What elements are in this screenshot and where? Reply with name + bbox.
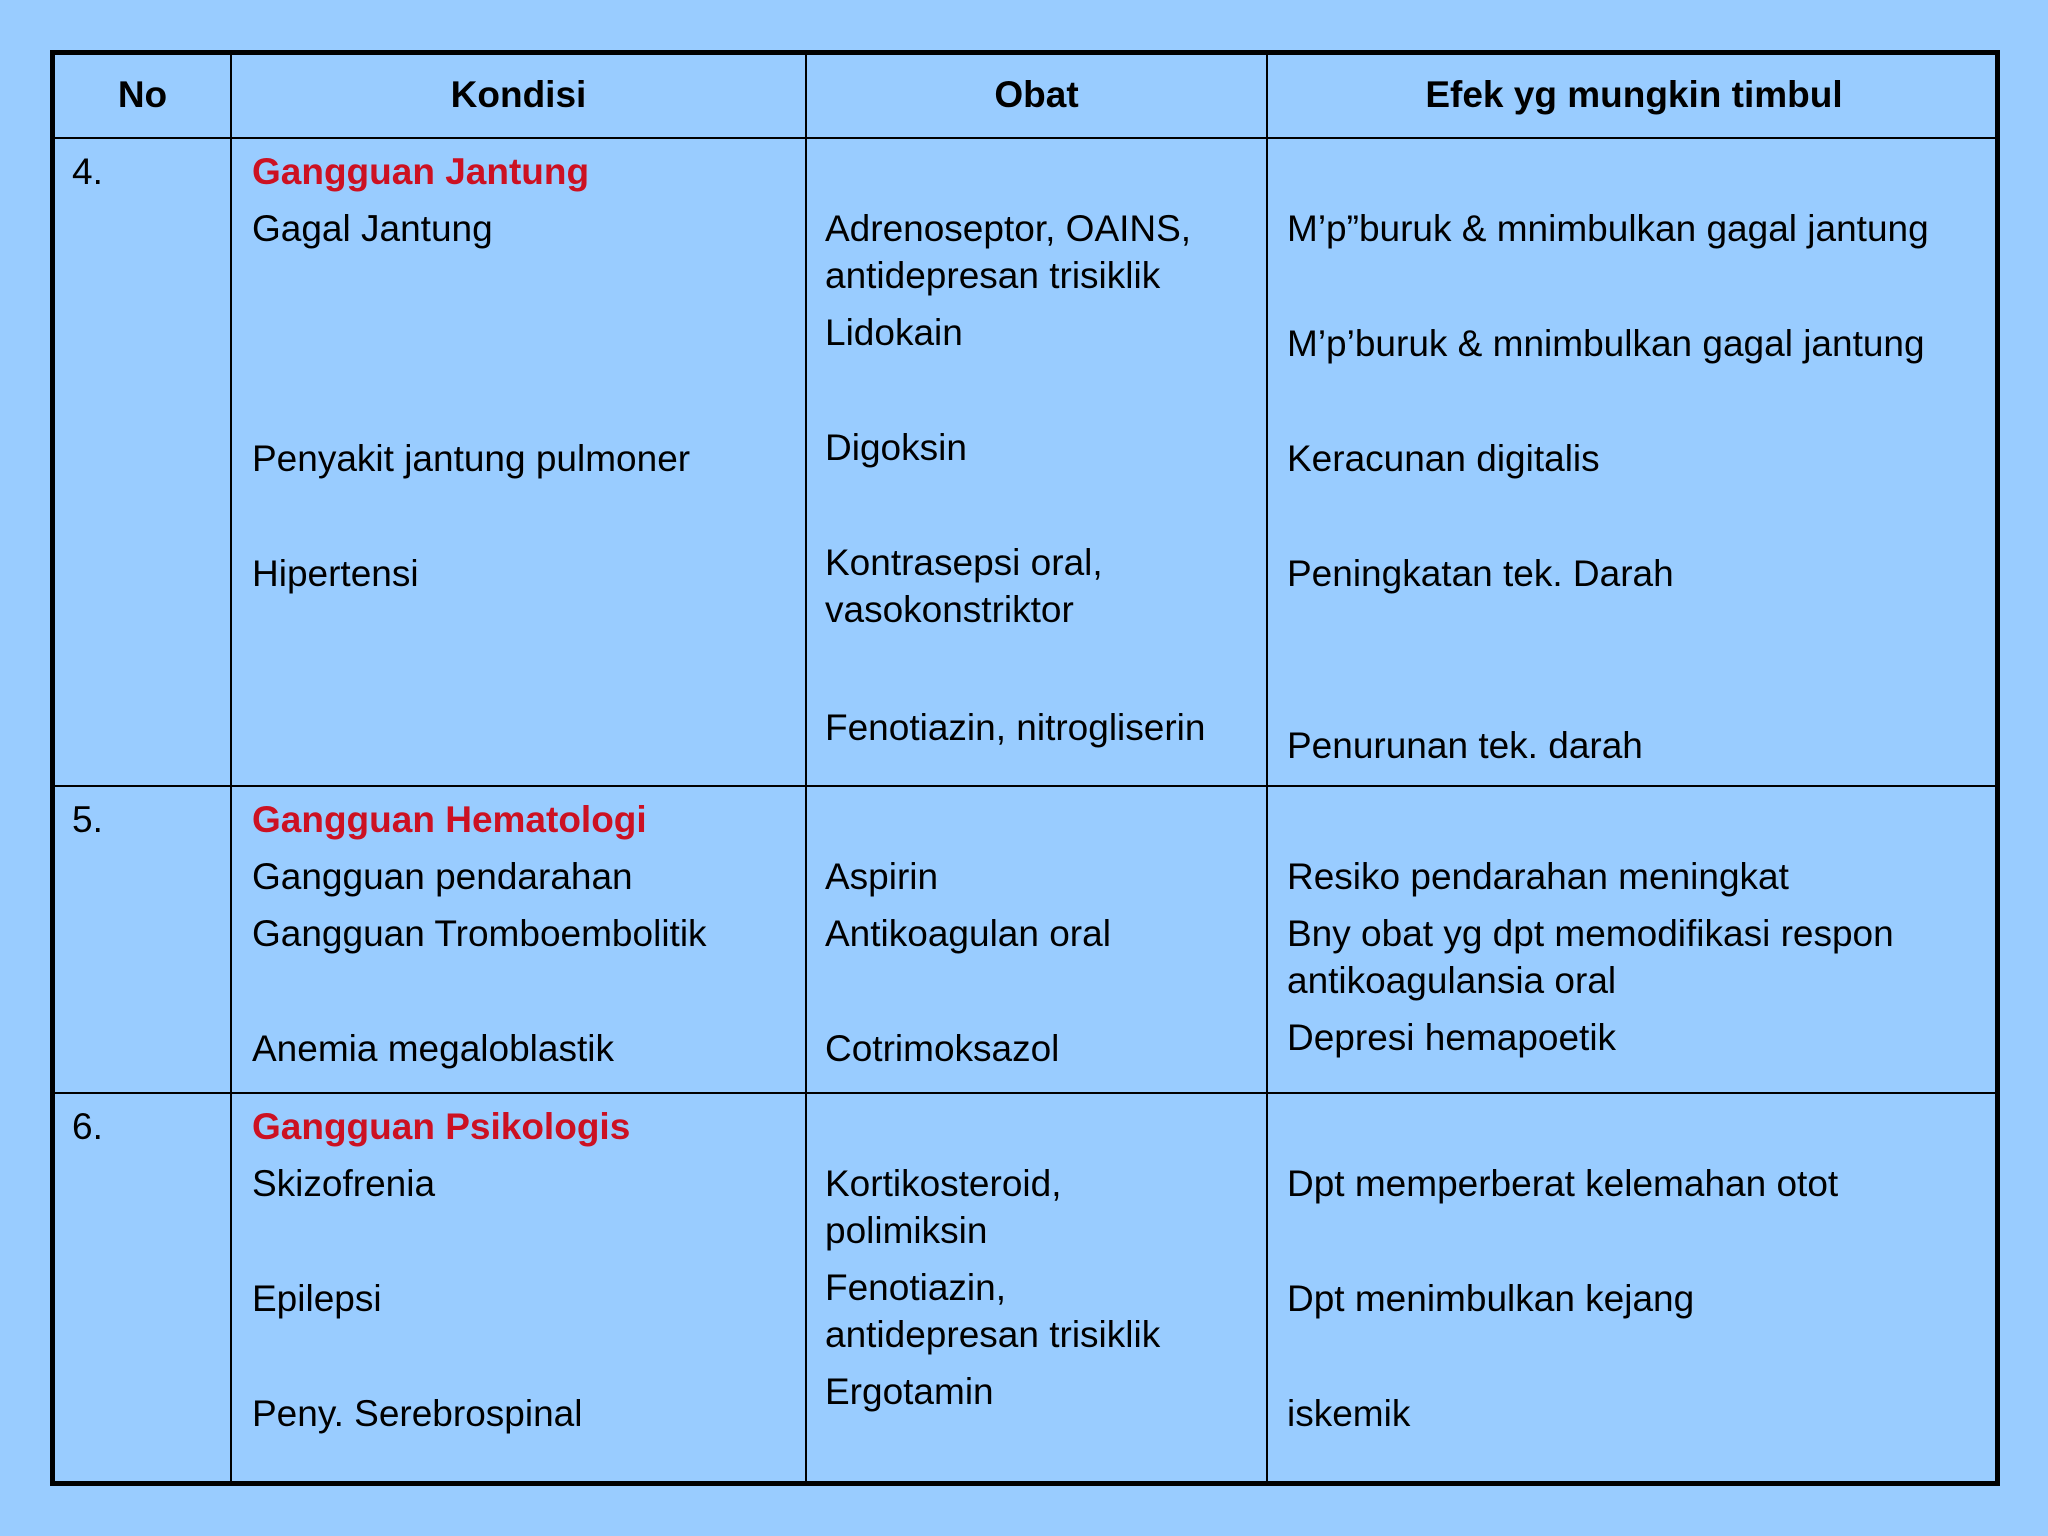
drug-interaction-table	[50, 50, 2000, 1486]
row-number: 6.	[72, 1106, 103, 1147]
kondisi-item: Hipertensi	[252, 553, 419, 594]
kondisi-item: Gangguan Tromboembolitik	[252, 913, 707, 954]
efek-item: Penurunan tek. darah	[1287, 725, 1643, 766]
row-divider	[55, 137, 1995, 139]
column-divider	[230, 55, 232, 1481]
obat-item: vasokonstriktor	[825, 589, 1074, 630]
header-no: No	[117, 74, 168, 115]
obat-item: Kortikosteroid,	[825, 1163, 1062, 1204]
obat-item: polimiksin	[825, 1210, 988, 1251]
row-number: 5.	[72, 799, 103, 840]
efek-item: Keracunan digitalis	[1287, 438, 1600, 479]
obat-item: Adrenoseptor, OAINS,	[825, 208, 1192, 249]
kondisi-item: Anemia megaloblastik	[252, 1028, 614, 1069]
efek-item: Bny obat yg dpt memodifikasi respon	[1287, 913, 1894, 954]
obat-item: Ergotamin	[825, 1371, 994, 1412]
efek-item: M’p”buruk & mnimbulkan gagal jantung	[1287, 208, 1929, 249]
obat-item: Fenotiazin, nitrogliserin	[825, 707, 1206, 748]
efek-item: Dpt memperberat kelemahan otot	[1287, 1163, 1839, 1204]
section-title: Gangguan Jantung	[252, 151, 590, 192]
header-kondisi: Kondisi	[450, 74, 587, 115]
section-title: Gangguan Psikologis	[252, 1106, 631, 1147]
efek-item: M’p’buruk & mnimbulkan gagal jantung	[1287, 323, 1925, 364]
efek-item: Depresi hemapoetik	[1287, 1017, 1617, 1058]
obat-item: antidepresan trisiklik	[825, 1314, 1161, 1355]
kondisi-item: Gangguan pendarahan	[252, 856, 633, 897]
kondisi-item: Epilepsi	[252, 1278, 382, 1319]
obat-item: Kontrasepsi oral,	[825, 542, 1103, 583]
row-divider	[55, 785, 1995, 787]
obat-item: Digoksin	[825, 427, 967, 468]
kondisi-item: Peny. Serebrospinal	[252, 1393, 583, 1434]
obat-item: antidepresan trisiklik	[825, 255, 1161, 296]
efek-item: iskemik	[1287, 1393, 1411, 1434]
column-divider	[1266, 55, 1268, 1481]
efek-item: antikoagulansia oral	[1287, 960, 1617, 1001]
row-divider	[55, 1092, 1995, 1094]
kondisi-item: Gagal Jantung	[252, 208, 493, 249]
efek-item: Resiko pendarahan meningkat	[1287, 856, 1789, 897]
obat-item: Cotrimoksazol	[825, 1028, 1060, 1069]
efek-item: Dpt menimbulkan kejang	[1287, 1278, 1695, 1319]
header-obat: Obat	[994, 74, 1079, 115]
row-number: 4.	[72, 151, 103, 192]
column-divider	[805, 55, 807, 1481]
header-efek: Efek yg mungkin timbul	[1425, 74, 1843, 115]
kondisi-item: Penyakit jantung pulmoner	[252, 438, 691, 479]
obat-item: Fenotiazin,	[825, 1267, 1006, 1308]
section-title: Gangguan Hematologi	[252, 799, 647, 840]
efek-item: Peningkatan tek. Darah	[1287, 553, 1674, 594]
obat-item: Lidokain	[825, 312, 963, 353]
kondisi-item: Skizofrenia	[252, 1163, 436, 1204]
obat-item: Antikoagulan oral	[825, 913, 1111, 954]
obat-item: Aspirin	[825, 856, 939, 897]
